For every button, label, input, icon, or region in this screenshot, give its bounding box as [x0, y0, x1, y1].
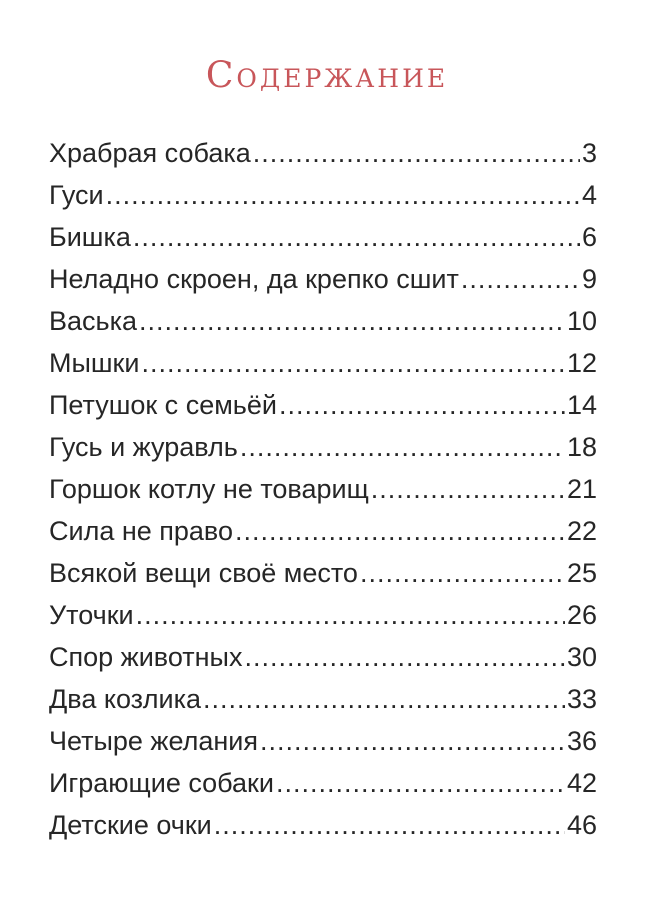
toc-entry[interactable]	[49, 300, 597, 342]
toc-entry-page-number: 33	[566, 684, 597, 714]
toc-entry-title: Сила не право	[49, 516, 233, 546]
toc-entry[interactable]	[49, 762, 597, 804]
toc-entry-page-number: 12	[566, 348, 597, 378]
toc-entry-title: Играющие собаки	[49, 768, 274, 798]
dot-leader	[279, 384, 565, 426]
dot-leader	[136, 594, 565, 636]
toc-entry-title: Горшок котлу не товарищ	[49, 474, 369, 504]
toc-entry-title: Уточки	[49, 600, 134, 630]
toc-entry[interactable]	[49, 216, 597, 258]
toc-entry-page-number: 10	[566, 306, 597, 336]
toc-entry-title: Мышки	[49, 348, 140, 378]
toc-entry-title: Два козлика	[49, 684, 202, 714]
toc-entry[interactable]	[49, 342, 597, 384]
toc-entry[interactable]	[49, 678, 597, 720]
dot-leader	[203, 678, 565, 720]
toc-entry-page-number: 9	[581, 264, 597, 294]
toc-entry[interactable]	[49, 468, 597, 510]
toc-entry-title: Четыре желания	[49, 726, 258, 756]
dot-leader	[371, 468, 565, 510]
toc-entry-page-number: 6	[581, 222, 597, 252]
toc-entry-title: Бишка	[49, 222, 131, 252]
toc-entry-title: Петушок с семьёй	[49, 390, 277, 420]
toc-entry[interactable]	[49, 804, 597, 846]
dot-leader	[240, 426, 565, 468]
toc-entry-title: Гусь и журавль	[49, 432, 238, 462]
toc-entry[interactable]	[49, 594, 597, 636]
toc-entry-title: Всякой вещи своё место	[49, 558, 358, 588]
contents-heading: Содержание	[205, 55, 449, 96]
dot-leader	[139, 300, 565, 342]
dot-leader	[214, 804, 565, 846]
dot-leader	[360, 552, 565, 594]
toc-entry-page-number: 18	[566, 432, 597, 462]
dot-leader	[253, 132, 580, 174]
dot-leader	[133, 216, 580, 258]
toc-entry[interactable]	[49, 636, 597, 678]
dot-leader	[260, 720, 565, 762]
toc-entry-page-number: 3	[581, 138, 597, 168]
toc-entry-title: Неладно скроен, да крепко сшит	[49, 264, 459, 294]
toc-entry-title: Гуси	[49, 180, 104, 210]
toc-entry[interactable]	[49, 510, 597, 552]
toc-entry[interactable]	[49, 132, 597, 174]
toc-entry-title: Детские очки	[49, 810, 212, 840]
toc-entry-page-number: 46	[566, 810, 597, 840]
dot-leader	[244, 636, 565, 678]
toc-entry[interactable]	[49, 258, 597, 300]
toc-entry[interactable]	[49, 552, 597, 594]
toc-entry-page-number: 25	[566, 558, 597, 588]
dot-leader	[106, 174, 580, 216]
toc-entry-title: Васька	[49, 306, 138, 336]
dot-leader	[461, 258, 580, 300]
toc-entry-page-number: 30	[566, 642, 597, 672]
toc-entry[interactable]	[49, 720, 597, 762]
toc-entry[interactable]	[49, 426, 597, 468]
dot-leader	[235, 510, 565, 552]
toc-entry-page-number: 4	[581, 180, 597, 210]
toc-entry-page-number: 42	[566, 768, 597, 798]
toc-entry-title: Храбрая собака	[49, 138, 251, 168]
toc-entry-page-number: 36	[566, 726, 597, 756]
toc-entry-title: Спор животных	[49, 642, 243, 672]
dot-leader	[141, 342, 565, 384]
toc-entry-page-number: 14	[566, 390, 597, 420]
toc-entry[interactable]	[49, 174, 597, 216]
contents-list	[49, 132, 597, 846]
toc-entry-page-number: 22	[566, 516, 597, 546]
toc-entry[interactable]	[49, 384, 597, 426]
toc-entry-page-number: 26	[566, 600, 597, 630]
toc-entry-page-number: 21	[566, 474, 597, 504]
dot-leader	[276, 762, 565, 804]
